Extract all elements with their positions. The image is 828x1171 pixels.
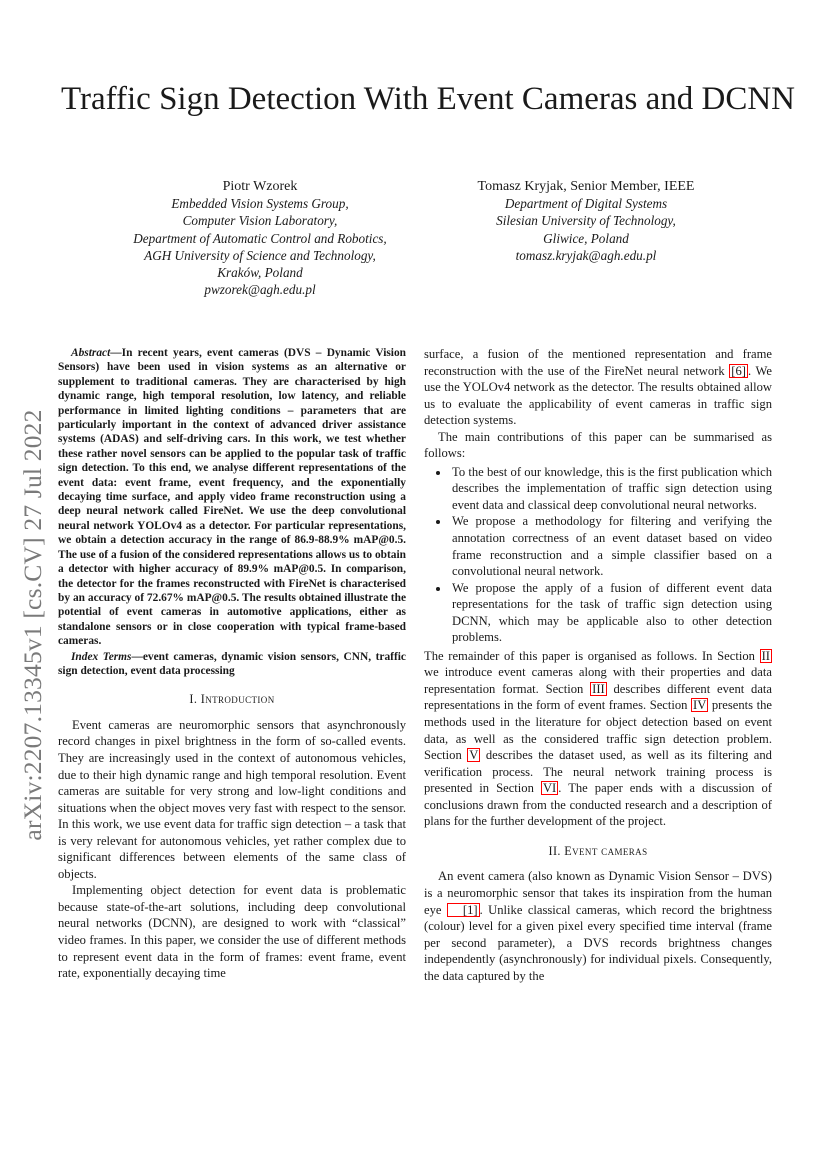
author-1-email: pwzorek@agh.edu.pl	[204, 282, 316, 298]
index-terms-lead: Index Terms	[71, 650, 132, 663]
list-item: • To the best of our knowledge, this is the first publication which describes the implementation of traffic sign detection using event data and classical deep convolutional neural networks.	[450, 464, 772, 514]
author-1-affiliation-2: Computer Vision Laboratory,	[182, 213, 338, 229]
contributions-list	[424, 464, 772, 646]
remainder-text-5: describes the dataset used, as well as its filtering and verification process. The neural network training process is presented in Section	[424, 748, 772, 796]
section-link-v[interactable]: V	[469, 748, 479, 763]
author-2-name: Tomasz Kryjak, Senior Member, IEEE	[477, 179, 695, 194]
abstract-lead: Abstract	[71, 347, 111, 359]
paper-title: Traffic Sign Detection With Event Cameras and DCNN	[60, 81, 796, 117]
author-1-affiliation-4: AGH University of Science and Technology,	[144, 247, 376, 263]
section-link-iii[interactable]: III	[592, 681, 605, 696]
intro-paragraph-1: Event cameras are neuromorphic sensors that asynchronously record changes in pixel brightness in the form of so-called events. They are increasingly used in the context of autonomous vehicles, due to their high dynamic range and high temporal resolution. Event cameras are suitable for very strong and low-light conditions and situations when the object moves very fast with respect to the sensor. In this work, we use event data for traffic sign detection – a task that is very relevant for autonomous vehicles, yet rather complex due to significant differences between elements of the same class of objects.	[58, 717, 406, 881]
list-item: • We propose a methodology for filtering and verifying the annotation correctness of an event dataset based on video frame reconstruction and a simple classifier based on a convolutional neural network.	[450, 513, 772, 579]
event-paragraph-text-a: An event camera (also known as Dynamic Vision Sensor – DVS) is a neuromorphic sensor that takes its inspiration from the human eye	[424, 869, 772, 917]
list-item: • We propose the apply of a fusion of different event data representations for the task of traffic sign detection using DCNN, which may be applicable also to other detection problems.	[450, 580, 772, 646]
contributions-intro: The main contributions of this paper can be summarised as follows:	[424, 429, 772, 461]
remainder-paragraph	[424, 648, 772, 830]
arxiv-sidebar	[8, 370, 58, 880]
left-column	[58, 346, 406, 982]
author-1-affiliation-3: Department of Automatic Control and Robotics,	[133, 230, 387, 246]
section-link-vi[interactable]: VI	[542, 781, 557, 796]
event-paragraph-text-b: . Unlike classical cameras, which record the brightness (colour) level for a given pixel every specified time interval (frame per second parameter), a DVS records brightness changes independently (asynchronously) for individual pixels. Consequently, the data captured by the	[424, 902, 772, 983]
author-1	[104, 178, 416, 298]
author-1-name: Piotr Wzorek	[222, 179, 298, 194]
remainder-text-3: describes different event data representations in the form of event frames. Section	[424, 681, 772, 713]
author-1-affiliation-5: Kraków, Poland	[217, 265, 303, 281]
arxiv-identifier: arXiv:2207.13345v1 [cs.CV] 27 Jul 2022	[18, 409, 47, 841]
author-2-affiliation-3: Gliwice, Poland	[543, 230, 629, 246]
right-paragraph-1-text-b: . We use the YOLOv4 network as the detector. The results obtained allow us to evaluate the applicability of event cameras in traffic sign detection systems.	[424, 363, 772, 428]
abstract-text: —In recent years, event cameras (DVS – Dynamic Vision Sensors) have been used in vision systems as an alternative or supplement to traditional cameras. They are characterised by high dynamic range, high temporal resolution, low latency, and reliable performance in limited lighting conditions – parameters that are particularly important in the context of advanced driver assistance systems (ADAS) and self-driving cars. In this work, we test whether these rather novel sensors can be applied to the popular task of traffic sign detection. To this end, we analyse different representations of the event data: event frame, event frequency, and the exponentially decaying time surface, and apply video frame reconstruction using a deep neural network called FireNet. We use the deep convolutional neural network YOLOv4 as a detector. For particular representations, we obtain a detection accuracy in the range of 86.9-88.9% mAP@0.5. The use of a fusion of the considered representations allows us to obtain a detector with higher accuracy of 89.9% mAP@0.5. In comparison, the detector for the frames reconstructed with FireNet is characterised by an accuracy of 72.67% mAP@0.5. The results obtained illustrate the potential of event cameras in automotive applications, either as standalone sensors or in close cooperation with typical frame-based cameras.	[58, 347, 406, 648]
right-paragraph-1-text-a: surface, a fusion of the mentioned representation and frame reconstruction with the use of the FireNet neural network	[424, 347, 772, 378]
author-2-affiliation-1: Department of Digital Systems	[504, 196, 668, 212]
event-paragraph-1	[424, 868, 772, 984]
section-link-ii[interactable]: II	[761, 648, 770, 663]
section-heading-introduction: I. Introduction	[189, 692, 275, 707]
author-2-email: tomasz.kryjak@agh.edu.pl	[515, 247, 657, 263]
citation-link-6[interactable]: [6]	[731, 363, 746, 378]
abstract	[58, 346, 406, 649]
author-2	[440, 178, 732, 264]
section-link-iv[interactable]: IV	[693, 698, 707, 713]
remainder-text-1: The remainder of this paper is organised as follows. In Section	[424, 648, 760, 663]
section-heading-event-cameras: II. Event cameras	[548, 843, 648, 858]
remainder-text-2: we introduce event cameras along with their properties and data representation format. Section	[424, 665, 772, 696]
index-terms-text: —event cameras, dynamic vision sensors, CNN, traffic sign detection, event data processing	[58, 650, 406, 677]
author-2-affiliation-2: Silesian University of Technology,	[496, 213, 676, 229]
author-1-affiliation-1: Embedded Vision Systems Group,	[171, 196, 349, 212]
right-paragraph-1	[424, 346, 772, 429]
index-terms	[58, 650, 406, 679]
right-column	[424, 346, 772, 984]
citation-link-1[interactable]: [1]	[447, 903, 480, 917]
remainder-text-4: presents the methods used in the literature for object detection based on event data, as well as the considered traffic sign detection problem. Section	[424, 698, 772, 763]
intro-paragraph-2: Implementing object detection for event data is problematic because state-of-the-art solutions, including deep convolutional neural networks (DCNN), are designed to work with “classical” video frames. In this paper, we consider the use of different methods to represent event data in the form of frames: event frame, event rate, exponentially decaying time	[58, 883, 406, 981]
remainder-text-6: . The paper ends with a discussion of conclusions drawn from the conducted research and a description of plans for the further development of the project.	[424, 781, 772, 829]
